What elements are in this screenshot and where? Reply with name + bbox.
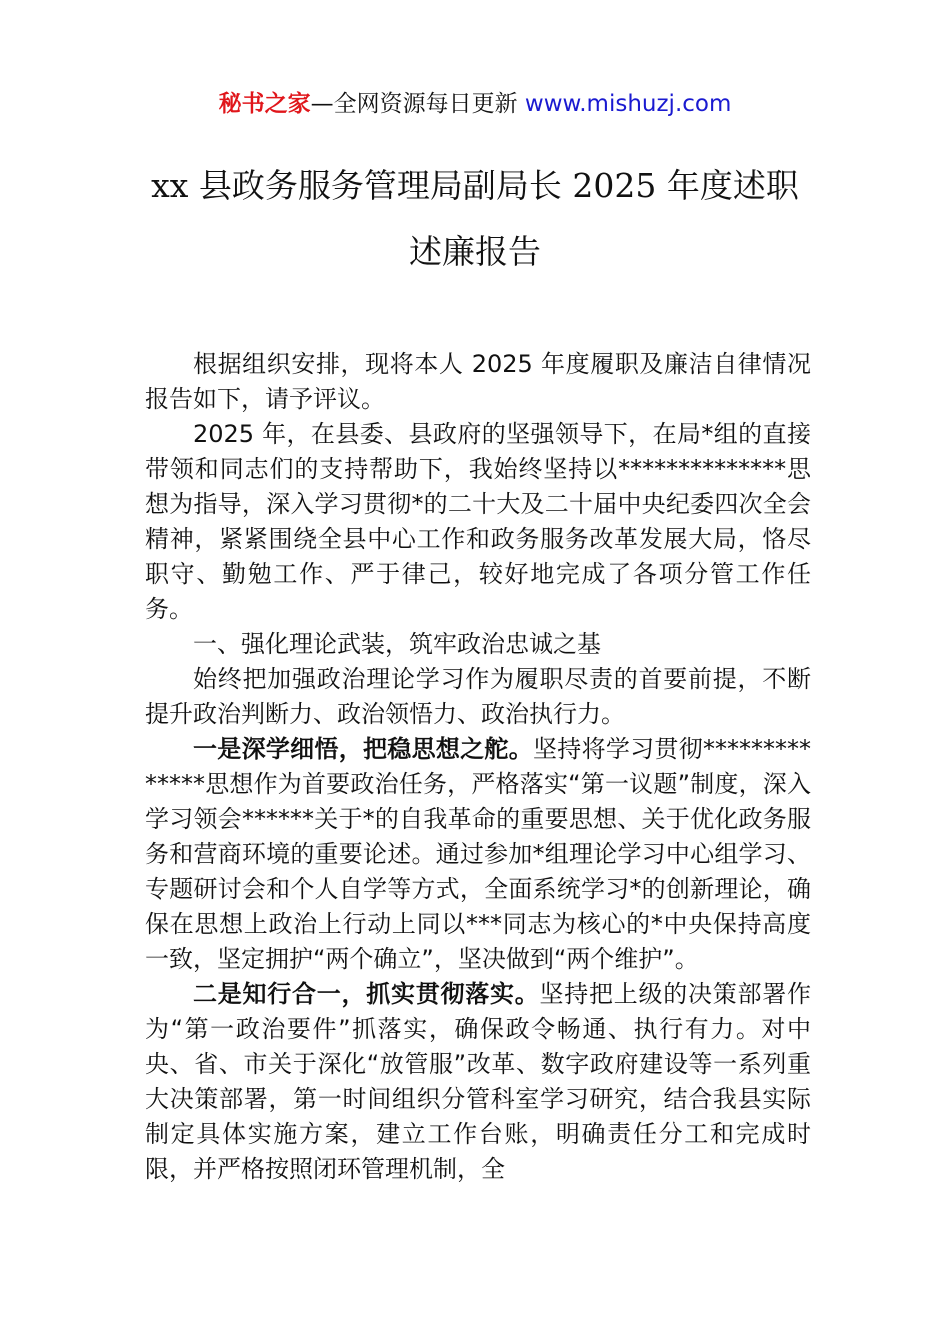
- document-body: [145, 347, 811, 1187]
- paragraph-point-2: [145, 977, 811, 1187]
- header-tagline: —全网资源每日更新: [310, 91, 525, 117]
- paragraph-overview: 2025 年，在县委、县政府的坚强领导下，在局*组的直接带领和同志们的支持帮助下，我始终坚持以**************思想为指导，深入学习贯彻*的二十大及二十届中央纪委四次全会精神，紧紧围绕全县中心工作和政务服务改革发展大局，恪尽职守、勤勉工作、严于律己，较好地完成了各项分管工作任务。: [145, 420, 811, 623]
- point-2-lead: 二是知行合一，抓实贯彻落实。: [193, 980, 540, 1008]
- paragraph-point-1: [145, 732, 811, 977]
- point-2-text: 坚持把上级的决策部署作为“第一政治要件”抓落实，确保政令畅通、执行有力。对中央、省、市关于深化“放管服”改革、数字政府建设等一系列重大决策部署，第一时间组织分管科室学习研究，结合我县实际制定具体实施方案，建立工作台账，明确责任分工和完成时限，并严格按照闭环管理机制，全: [145, 980, 811, 1183]
- site-header: [0, 88, 950, 120]
- document-title: [100, 160, 850, 277]
- header-site-link[interactable]: www.mishuzj.com: [524, 91, 732, 117]
- header-brand: 秘书之家: [218, 91, 311, 117]
- point-1-text: 坚持将学习贯彻**************思想作为首要政治任务，严格落实“第一议题”制度，深入学习领会******关于*的自我革命的重要思想、关于优化政务服务和营商环境的重要论述。通过参加*组理论学习中心组学习、专题研讨会和个人自学等方式，全面系统学习*的创新理论，确保在思想上政治上行动上同以***同志为核心的*中央保持高度一致，坚定拥护“两个确立”，坚决做到“两个维护”。: [145, 735, 811, 973]
- section-heading-1: 一、强化理论武装，筑牢政治忠诚之基: [193, 630, 601, 658]
- point-1-lead: 一是深学细悟，把稳思想之舵。: [193, 735, 533, 763]
- title-line-2: 述廉报告: [409, 232, 541, 271]
- paragraph-section-1-intro: 始终把加强政治理论学习作为履职尽责的首要前提，不断提升政治判断力、政治领悟力、政治执行力。: [145, 665, 811, 728]
- paragraph-intro: 根据组织安排，现将本人 2025 年度履职及廉洁自律情况报告如下，请予评议。: [145, 350, 811, 413]
- title-line-1: xx 县政务服务管理局副局长 2025 年度述职: [151, 166, 799, 205]
